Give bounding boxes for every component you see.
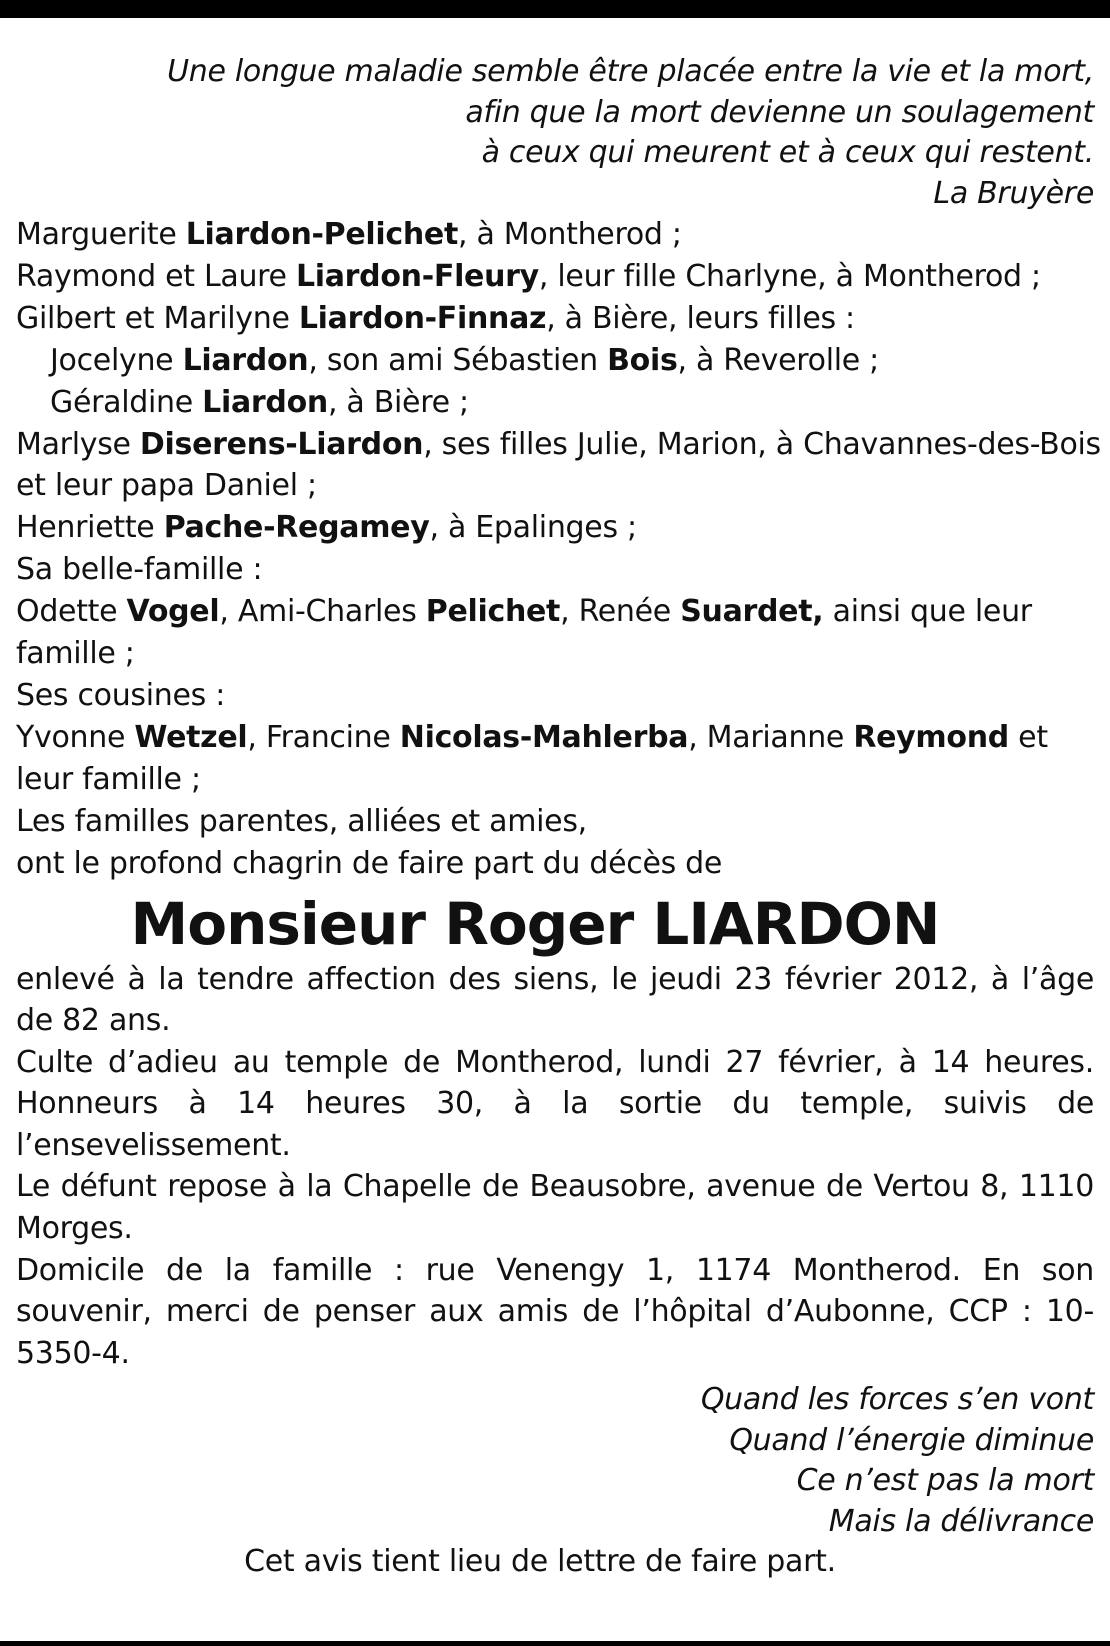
family-name: Reymond (853, 719, 1009, 755)
family-name: Suardet, (680, 594, 824, 630)
text-segment: , à Montherod ; (457, 217, 682, 252)
family-name: Pelichet (425, 594, 561, 630)
text-segment: Marguerite (16, 217, 186, 252)
family-name: Liardon (202, 384, 328, 420)
family-line (16, 214, 1094, 256)
family-line (16, 340, 1094, 382)
text-segment: Marlyse (16, 426, 140, 462)
family-line (16, 424, 1101, 466)
family-line: Les familles parentes, alliées et amies, (16, 803, 587, 839)
text-segment: Géraldine (50, 384, 203, 420)
text-segment: , Marianne (688, 719, 854, 755)
family-line (16, 298, 1094, 340)
family-line: Ses cousines : (16, 677, 226, 713)
text-segment: , à Bière, leurs filles : (546, 300, 855, 336)
service-details (16, 959, 1094, 1375)
family-line (16, 591, 1094, 633)
text-segment: Raymond et Laure (16, 258, 296, 294)
family-line (16, 507, 1094, 549)
poem-line: Quand les forces s’en vont (700, 1382, 1094, 1418)
family-line: famille ; (16, 636, 135, 672)
family-line (16, 717, 1094, 759)
text-segment: Jocelyne (50, 342, 183, 378)
family-name: Pache-Regamey (163, 510, 430, 546)
details-paragraph: Domicile de la famille : rue Venengy 1, 1174 Montherod. En son souvenir, merci de penser aux amis de l’hôpital d’Aubonne, CCP : 10-5350-4. (16, 1252, 1094, 1371)
family-list (16, 214, 1101, 885)
family-name: Nicolas-Mahlerba (399, 719, 689, 755)
closing-poem (16, 1380, 1094, 1542)
family-line: ont le profond chagrin de faire part du décès de (16, 845, 723, 881)
family-name: Diserens-Liardon (139, 426, 424, 462)
poem-line: Mais la délivrance (828, 1503, 1094, 1539)
text-segment: Gilbert et Marilyne (16, 300, 299, 336)
text-segment: , leur fille Charlyne, à Montherod ; (538, 258, 1041, 294)
family-line (16, 382, 1094, 424)
poem-line: Ce n’est pas la mort (796, 1463, 1094, 1499)
text-segment: , à Reverolle ; (677, 342, 879, 378)
top-rule (0, 0, 1110, 18)
family-name: Bois (607, 342, 678, 378)
family-line: et leur papa Daniel ; (16, 468, 317, 504)
bottom-rule (0, 1641, 1110, 1646)
deceased-name: Monsieur Roger LIARDON (130, 889, 940, 958)
obituary-notice (16, 52, 1101, 1582)
text-segment: ainsi que leur (823, 594, 1032, 630)
family-line: leur famille ; (16, 761, 201, 797)
notice-line: Cet avis tient lieu de lettre de faire part. (244, 1544, 836, 1580)
family-name: Liardon-Finnaz (298, 300, 547, 336)
family-line (16, 256, 1094, 298)
family-line: Sa belle-famille : (16, 552, 263, 588)
family-name: Liardon-Fleury (295, 258, 539, 294)
family-name: Liardon-Pelichet (185, 217, 458, 252)
details-paragraph: enlevé à la tendre affection des siens, le jeudi 23 février 2012, à l’âge de 82 ans. (16, 961, 1094, 1039)
text-segment: , à Epalinges ; (429, 510, 637, 546)
text-segment: et (1008, 719, 1048, 755)
epigraph-line: afin que la mort devienne un soulagement (465, 94, 1094, 130)
text-segment: , ses filles Julie, Marion, à Chavannes-des-Bois (423, 426, 1101, 462)
epigraph-author: La Bruyère (933, 175, 1094, 211)
family-name: Vogel (126, 594, 220, 630)
text-segment: , Renée (560, 594, 681, 630)
text-segment: Odette (16, 594, 127, 630)
text-segment: , à Bière ; (327, 384, 469, 420)
text-segment: , Ami-Charles (219, 594, 426, 630)
text-segment: , son ami Sébastien (308, 342, 608, 378)
epigraph-line: Une longue maladie semble être placée entre la vie et la mort, (167, 54, 1094, 89)
epigraph (16, 52, 1094, 214)
text-segment: Yvonne (16, 719, 135, 755)
details-paragraph: Le défunt repose à la Chapelle de Beausobre, avenue de Vertou 8, 1110 Morges. (16, 1169, 1094, 1247)
family-name: Liardon (182, 342, 309, 378)
details-paragraph: Culte d’adieu au temple de Montherod, lundi 27 février, à 14 heures. Honneurs à 14 heures 30, à la sortie du temple, suivis de l’ensevelissement. (16, 1044, 1094, 1163)
family-name: Wetzel (134, 719, 248, 755)
text-segment: Henriette (16, 510, 164, 546)
text-segment: , Francine (247, 719, 400, 755)
epigraph-line: à ceux qui meurent et à ceux qui restent. (481, 135, 1094, 170)
poem-line: Quand l’énergie diminue (729, 1422, 1094, 1458)
